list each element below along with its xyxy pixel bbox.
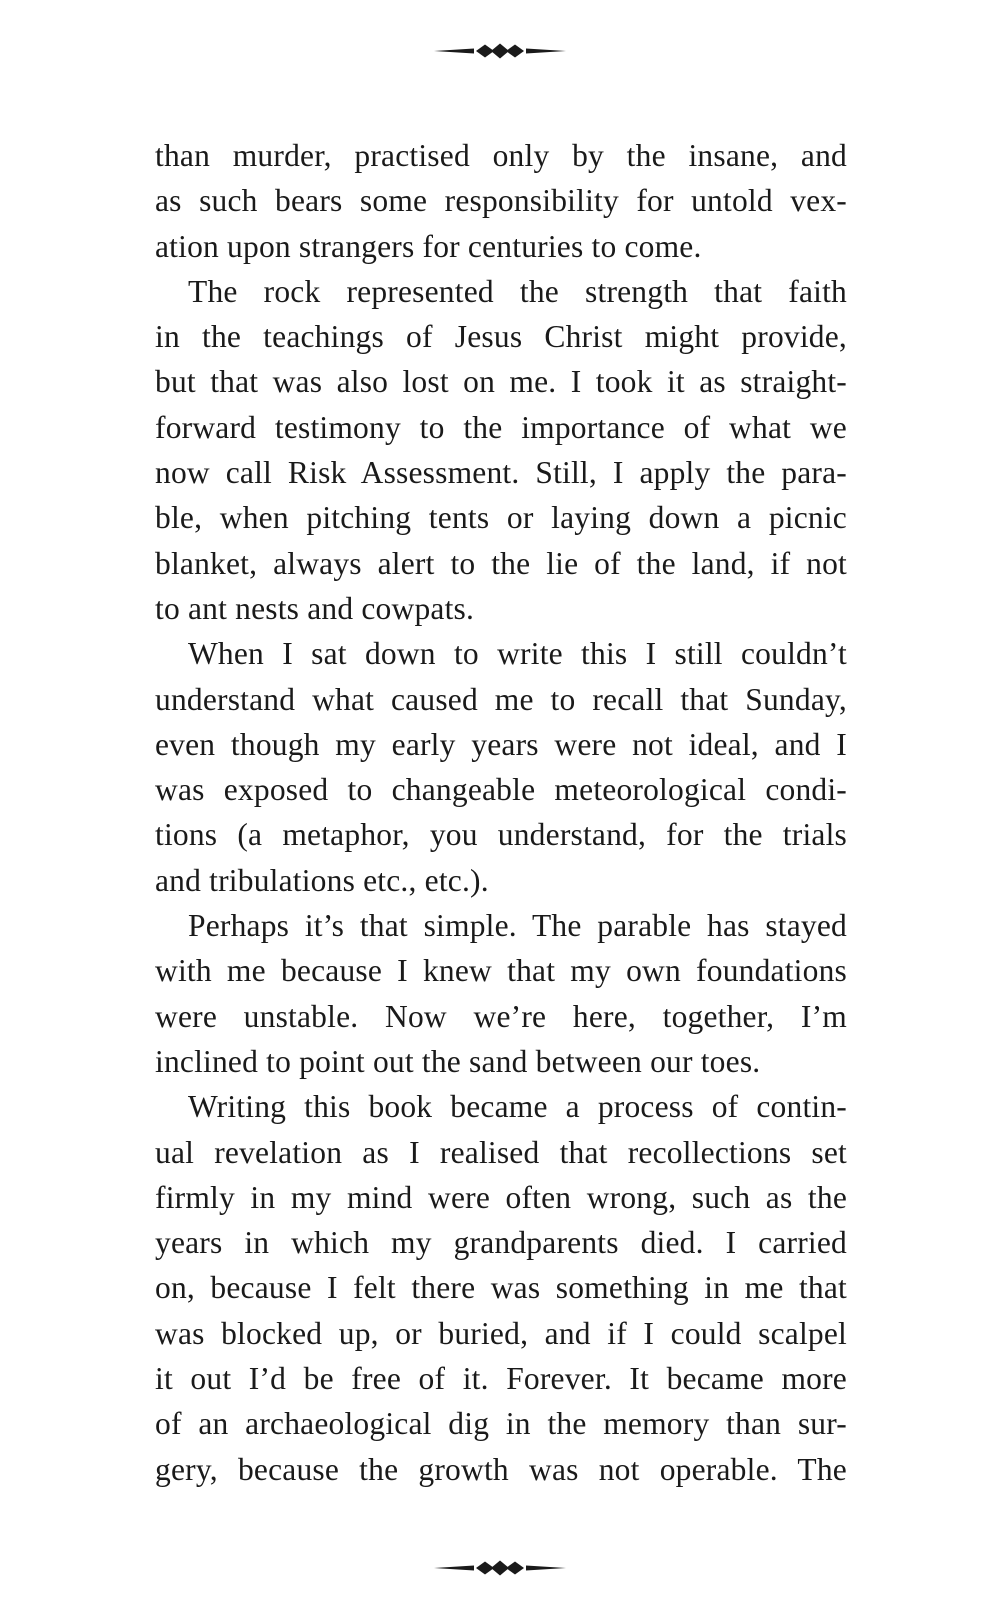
text-line: inclined to point out the sand between our toes.: [155, 1043, 761, 1079]
text-line: than murder, practised only by the insane, and: [155, 138, 847, 173]
text-line: in the teachings of Jesus Christ might provide,: [155, 319, 847, 355]
text-line: ation upon strangers for centuries to come.: [155, 228, 702, 264]
text-line: was exposed to changeable meteorological condi-: [155, 772, 847, 808]
text-line: now call Risk Assessment. Still, I apply the para-: [155, 455, 847, 491]
text-line: but that was also lost on me. I took it as straight-: [155, 364, 847, 400]
text-line: it out I’d be free of it. Forever. It became more: [155, 1361, 847, 1397]
book-page-text: [155, 133, 847, 1492]
text-line: When I sat down to write this I still couldn’t: [188, 636, 847, 672]
text-line: Perhaps it’s that simple. The parable has stayed: [188, 908, 847, 944]
text-line: gery, because the growth was not operable. The: [155, 1451, 847, 1487]
top-ornament-icon: [434, 43, 566, 59]
text-line: blanket, always alert to the lie of the land, if not: [155, 545, 847, 581]
text-line: The rock represented the strength that faith: [188, 273, 847, 309]
text-line: of an archaeological dig in the memory than sur-: [155, 1406, 847, 1442]
text-line: and tribulations etc., etc.).: [155, 862, 489, 898]
paragraph: [155, 269, 847, 631]
paragraph: [155, 133, 847, 269]
text-line: were unstable. Now we’re here, together, I’m: [155, 998, 847, 1034]
text-line: with me because I knew that my own foundations: [155, 953, 847, 989]
paragraph: [155, 1084, 847, 1492]
text-line: was blocked up, or buried, and if I could scalpel: [155, 1315, 847, 1351]
text-line: to ant nests and cowpats.: [155, 590, 475, 626]
text-line: forward testimony to the importance of what we: [155, 409, 847, 445]
paragraph: [155, 903, 847, 1084]
text-line: even though my early years were not ideal, and I: [155, 726, 847, 762]
text-line: firmly in my mind were often wrong, such as the: [155, 1179, 847, 1215]
paragraph: [155, 631, 847, 903]
text-line: as such bears some responsibility for untold vex-: [155, 183, 847, 219]
text-line: ble, when pitching tents or laying down a picnic: [155, 500, 847, 536]
bottom-ornament-icon: [434, 1560, 566, 1576]
text-line: on, because I felt there was something in me that: [155, 1270, 847, 1306]
text-line: ual revelation as I realised that recollections set: [155, 1134, 847, 1170]
text-line: understand what caused me to recall that Sunday,: [155, 681, 847, 717]
text-line: years in which my grandparents died. I carried: [155, 1225, 847, 1261]
text-line: Writing this book became a process of contin-: [188, 1089, 847, 1125]
text-line: tions (a metaphor, you understand, for the trials: [155, 817, 847, 853]
